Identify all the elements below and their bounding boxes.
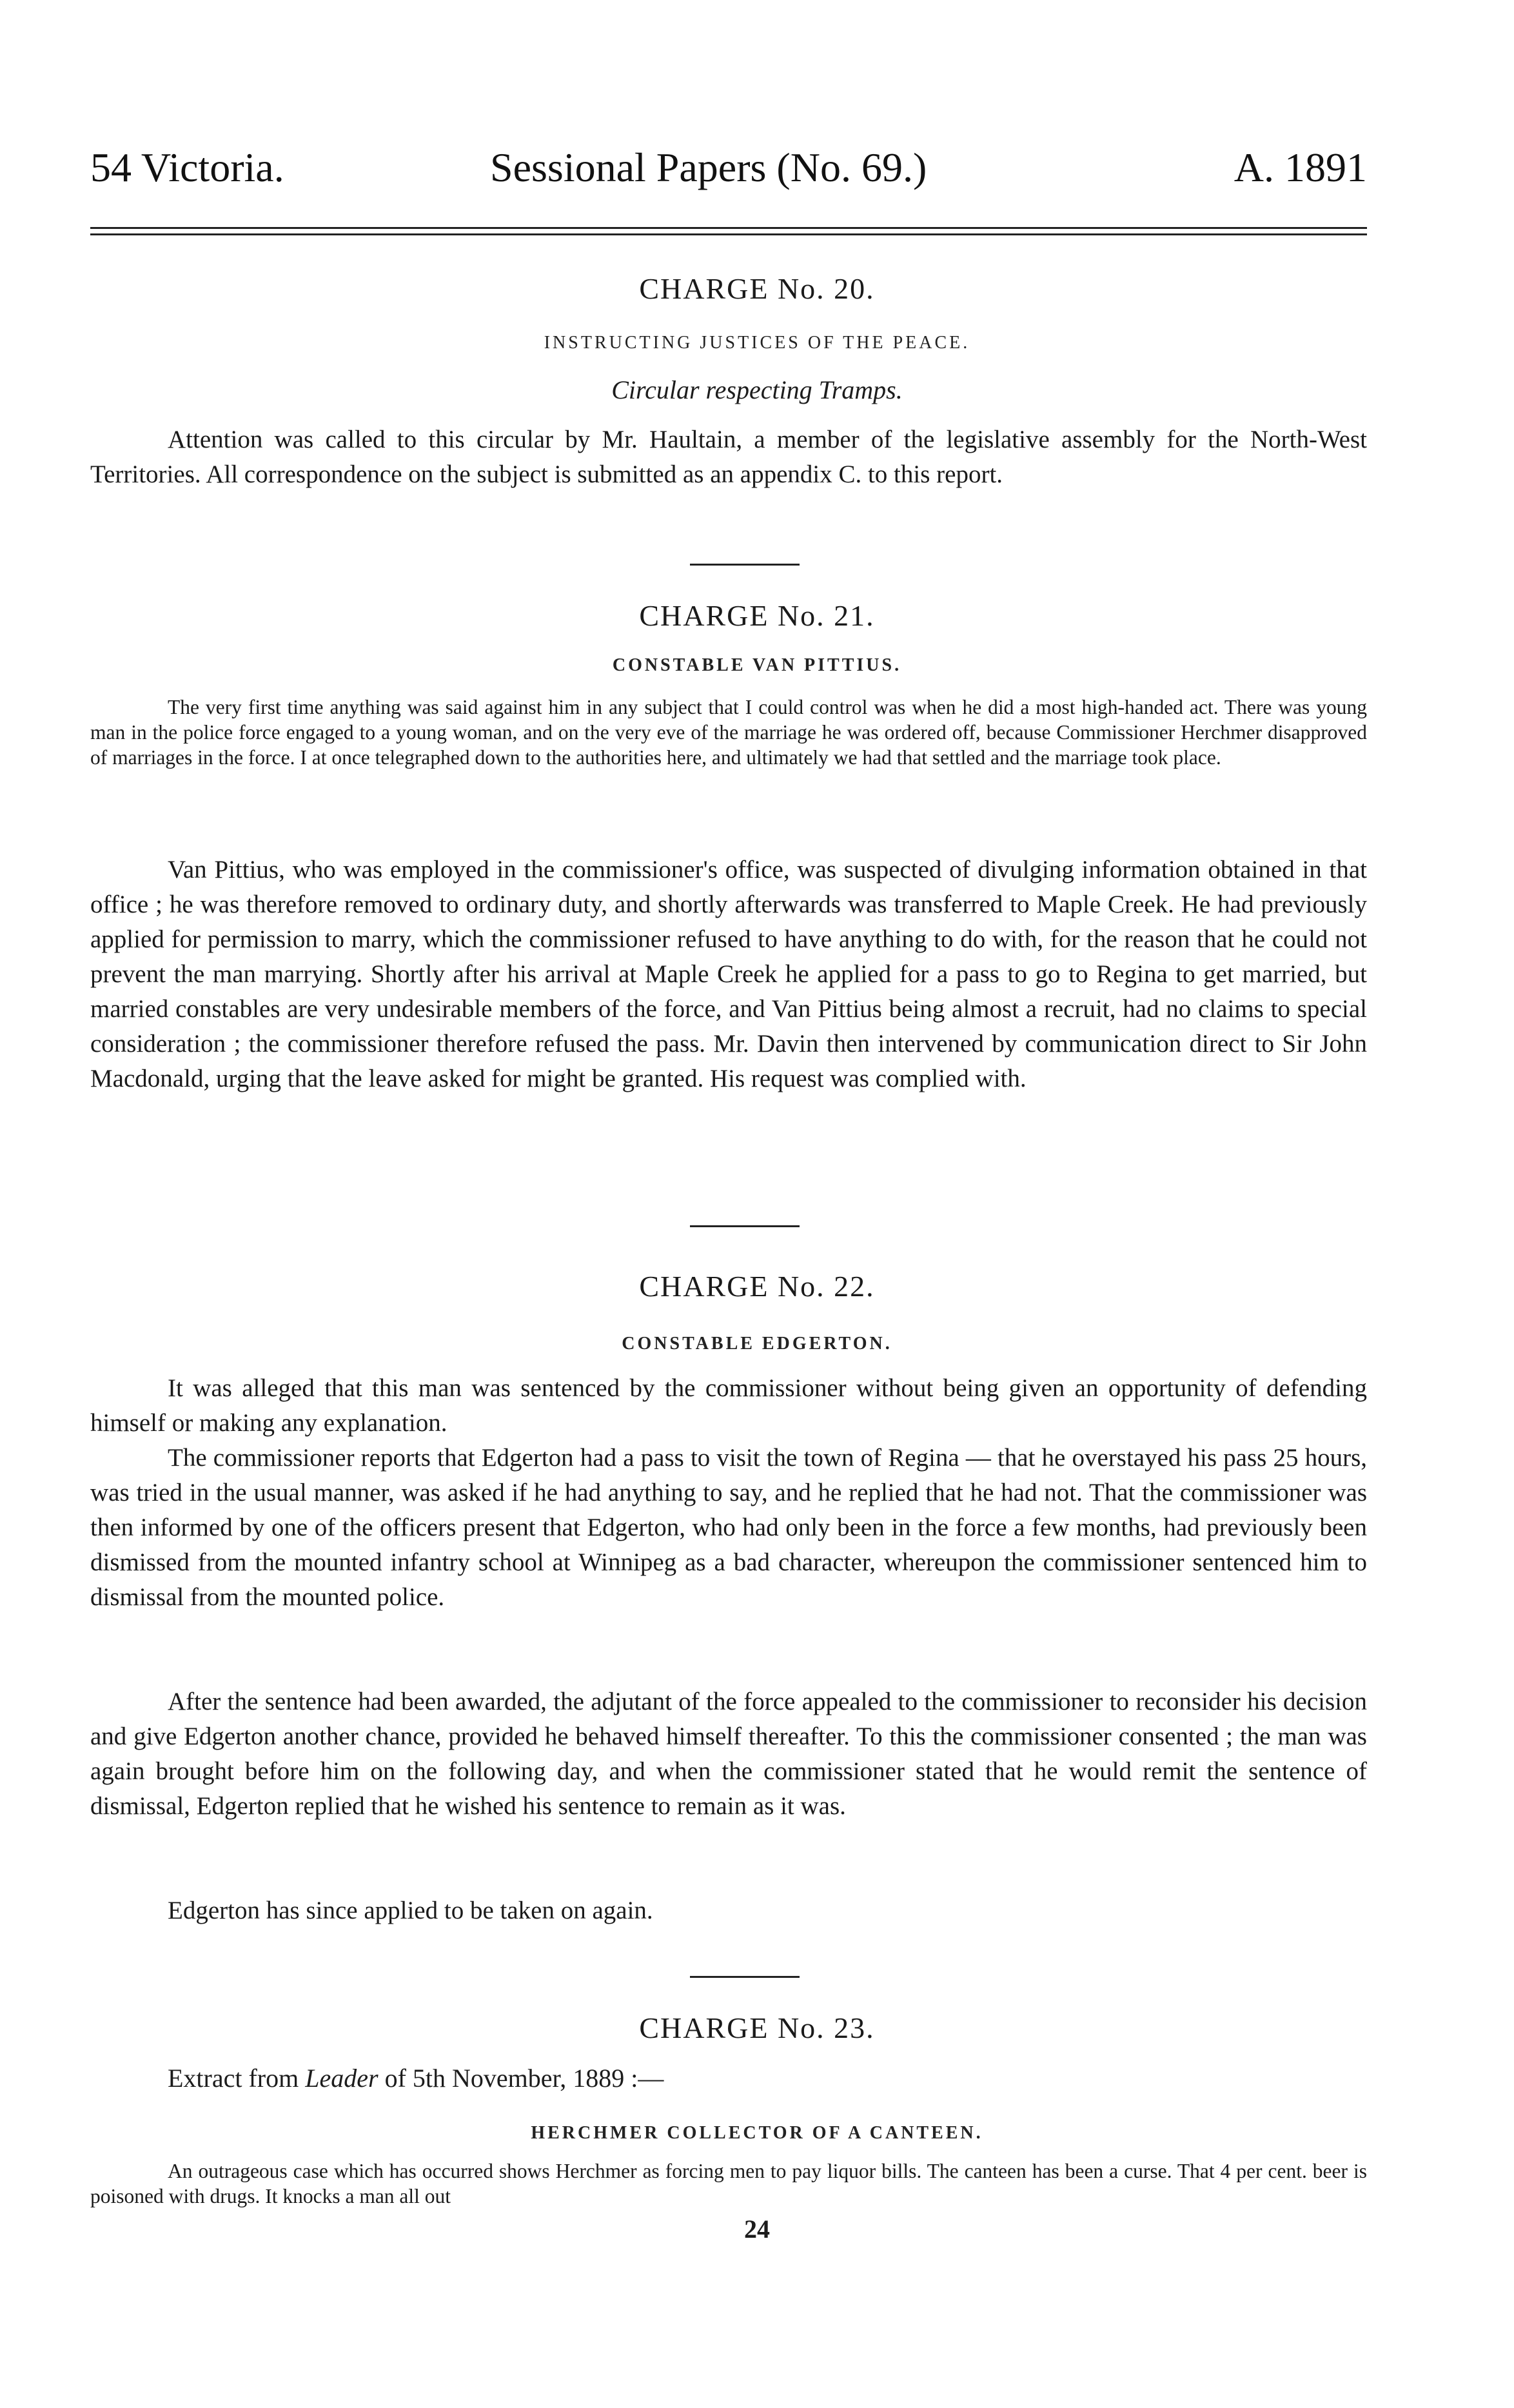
- charge-21-subtitle: CONSTABLE VAN PITTIUS.: [612, 655, 902, 675]
- charge-20-body: Attention was called to this circular by Mr. Haultain, a member of the legislative assembly for the North-West Territories. All correspondence on the subject is submitted as an appendix C. to this report.: [90, 426, 1367, 488]
- header-rule-top: [90, 227, 1367, 229]
- newspaper-name: Leader: [305, 2064, 378, 2093]
- charge-20-subtitle: INSTRUCTING JUSTICES OF THE PEACE.: [544, 333, 970, 353]
- header-papers: Sessional Papers (No. 69.): [490, 144, 927, 190]
- charge-21-body: Van Pittius, who was employed in the commissioner's office, was suspected of divulging information obtained in that office ; he was therefore removed to ordinary duty, and shortly afterwards was transferred to Maple Creek. He had previously applied for permission to marry, which the commissioner refused to have anything to do with, for the reason that he could not prevent the man marrying. Shortly after his arrival at Maple Creek he applied for a pass to go to Regina to get married, but married constables are very undesirable members of the force, and Van Pittius being almost a recruit, had no claims to special consideration ; the commissioner therefore refused the pass. Mr. Davin then intervened by communication direct to Sir John Macdonald, urging that the leave asked for might be granted. His request was complied with.: [90, 856, 1367, 1092]
- section-divider: [690, 1225, 800, 1227]
- header-year: A. 1891: [1234, 144, 1367, 190]
- extract-prefix: Extract from: [168, 2064, 306, 2093]
- charge-20-italic-subtitle: Circular respecting Tramps.: [611, 375, 903, 404]
- charge-22-title: CHARGE No. 22.: [639, 1270, 875, 1303]
- page-number: 24: [744, 2215, 770, 2244]
- charge-22-subtitle: CONSTABLE EDGERTON.: [622, 1334, 892, 1354]
- charge-22-paragraph-4: Edgerton has since applied to be taken on again.: [168, 1897, 653, 1924]
- charge-21-title: CHARGE No. 21.: [639, 599, 875, 632]
- charge-23-title: CHARGE No. 23.: [639, 2011, 875, 2044]
- charge-22-paragraph-3: After the sentence had been awarded, the adjutant of the force appealed to the commissioner to reconsider his decision and give Edgerton another chance, provided he behaved himself thereafter. To this the commissioner consented ; the man was again brought before him on the following day, and when the commissioner stated that he would remit the sentence of dismissal, Edgerton replied that he wished his sentence to remain as it was.: [90, 1688, 1367, 1820]
- charge-22-paragraph-1: It was alleged that this man was sentenced by the commissioner without being given an opportunity of defending himself or making any explanation.: [90, 1374, 1367, 1437]
- header-session: 54 Victoria.: [90, 144, 284, 190]
- charge-21-quote: The very first time anything was said against him in any subject that I could control was when he did a most high-handed act. There was young man in the police force engaged to a young woman, and on the very eve of the marriage he was ordered off, because Commissioner Herchmer disapproved of marriages in the force. I at once telegraphed down to the authorities here, and ultimately we had that settled and the marriage took place.: [90, 696, 1367, 769]
- extract-suffix: of 5th November, 1889 :—: [378, 2064, 664, 2093]
- section-divider: [690, 1976, 800, 1978]
- running-header: [90, 123, 1367, 200]
- charge-23-subtitle: HERCHMER COLLECTOR OF A CANTEEN.: [531, 2123, 983, 2143]
- header-rule-bottom: [90, 233, 1367, 235]
- charge-22-paragraph-2: The commissioner reports that Edgerton had a pass to visit the town of Regina — that he overstayed his pass 25 hours, was tried in the usual manner, was asked if he had anything to say, and he replied that he had not. That the commissioner was then informed by one of the officers present that Edgerton, who had only been in the force a few months, had previously been dismissed from the mounted infantry school at Winnipeg as a bad character, whereupon the commissioner sentenced him to dismissal from the mounted police.: [90, 1444, 1367, 1611]
- charge-20-title: CHARGE No. 20.: [639, 272, 875, 305]
- section-divider: [690, 564, 800, 566]
- charge-23-quote: An outrageous case which has occurred shows Herchmer as forcing men to pay liquor bills. The canteen has been a curse. That 4 per cent. beer is poisoned with drugs. It knocks a man all out: [90, 2160, 1367, 2207]
- charge-23-extract-line: [168, 2061, 664, 2096]
